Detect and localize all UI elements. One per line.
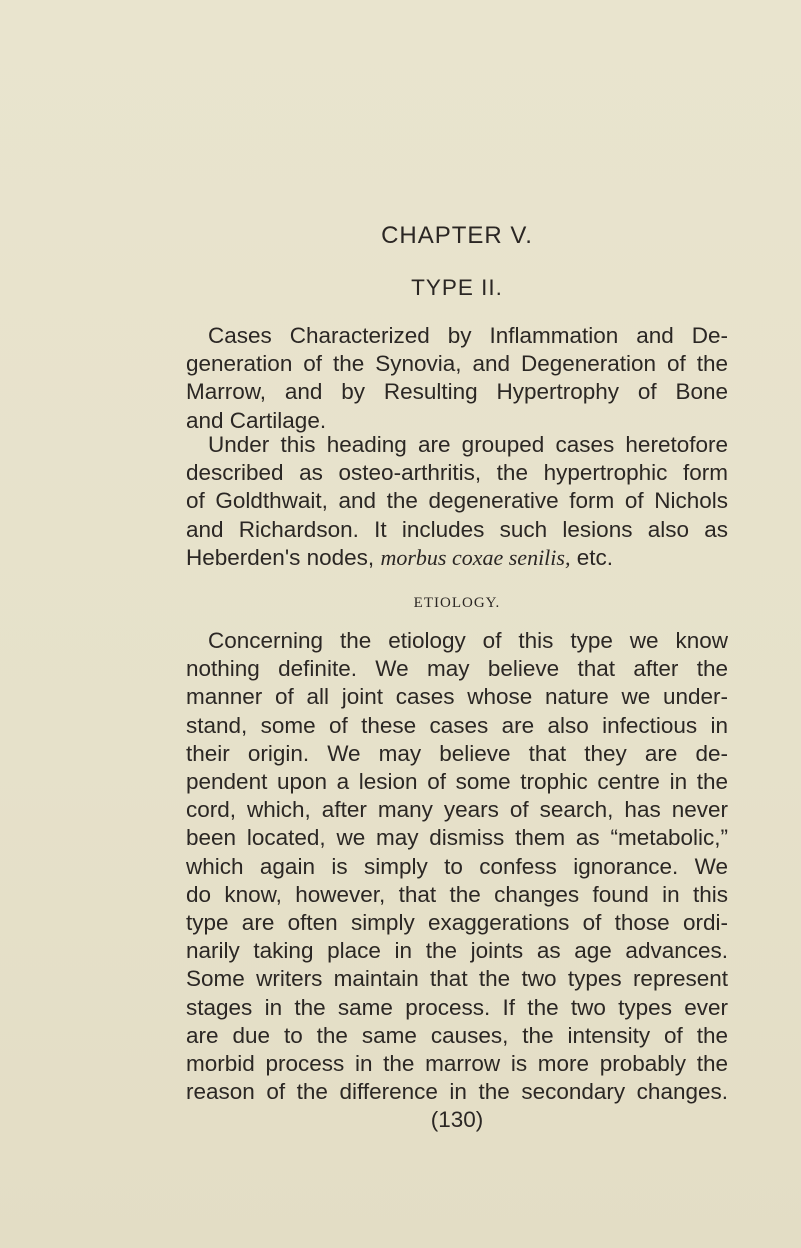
text-line: are due to the same causes, the intensity of the: [186, 1022, 728, 1048]
text-line: type are often simply exaggerations of those ordi-: [186, 910, 728, 936]
text-line: their origin. We may believe that they are de-: [186, 740, 728, 766]
text-line: stages in the same process. If the two types ever: [186, 994, 728, 1020]
text-line: morbid process in the marrow is more probably the: [186, 1051, 728, 1077]
text-fragment: Heberden's nodes,: [186, 544, 381, 570]
type-heading: TYPE II.: [411, 275, 503, 300]
paragraph-3: [186, 627, 728, 1135]
text-line: Cases Characterized by Inflammation and De-: [208, 323, 728, 348]
text-line: do know, however, that the changes found in this: [186, 881, 728, 907]
text-line: stand, some of these cases are also infectious in: [186, 712, 728, 738]
text-line: Under this heading are grouped cases heretofore: [208, 432, 728, 457]
text-line: and Cartilage.: [186, 407, 327, 433]
text-line: [186, 544, 728, 572]
paragraph-2: [186, 431, 728, 572]
text-line: Concerning the etiology of this type we know: [208, 628, 728, 653]
text-line: pendent upon a lesion of some trophic centre in the: [186, 769, 728, 795]
text-line: Marrow, and by Resulting Hypertrophy of Bone: [186, 379, 728, 405]
text-line: described as osteo-arthritis, the hypertrophic form: [186, 460, 728, 486]
paragraph-1: [186, 322, 728, 435]
text-line: of Goldthwait, and the degenerative form of Nichols: [186, 488, 728, 514]
section-heading-etiology: ETIOLOGY.: [413, 595, 501, 611]
italic-latin-term: morbus coxae senilis,: [380, 544, 571, 570]
text-line: which again is simply to confess ignorance. We: [186, 853, 728, 879]
text-line: generation of the Synovia, and Degeneration of the: [186, 351, 728, 377]
text-line: narily taking place in the joints as age advances.: [186, 938, 728, 964]
text-line: nothing definite. We may believe that after the: [186, 656, 728, 682]
text-line: and Richardson. It includes such lesions also as: [186, 516, 728, 542]
text-line: been located, we may dismiss them as “metabolic,”: [186, 825, 728, 851]
text-line: manner of all joint cases whose nature we under-: [186, 684, 728, 710]
text-line: Some writers maintain that the two types represent: [186, 966, 728, 992]
chapter-heading: CHAPTER V.: [381, 222, 533, 249]
text-fragment: etc.: [570, 544, 613, 570]
text-line: cord, which, after many years of search, has never: [186, 797, 728, 823]
page-number: (130): [430, 1107, 484, 1133]
text-line: reason of the difference in the secondary changes.: [186, 1079, 728, 1105]
